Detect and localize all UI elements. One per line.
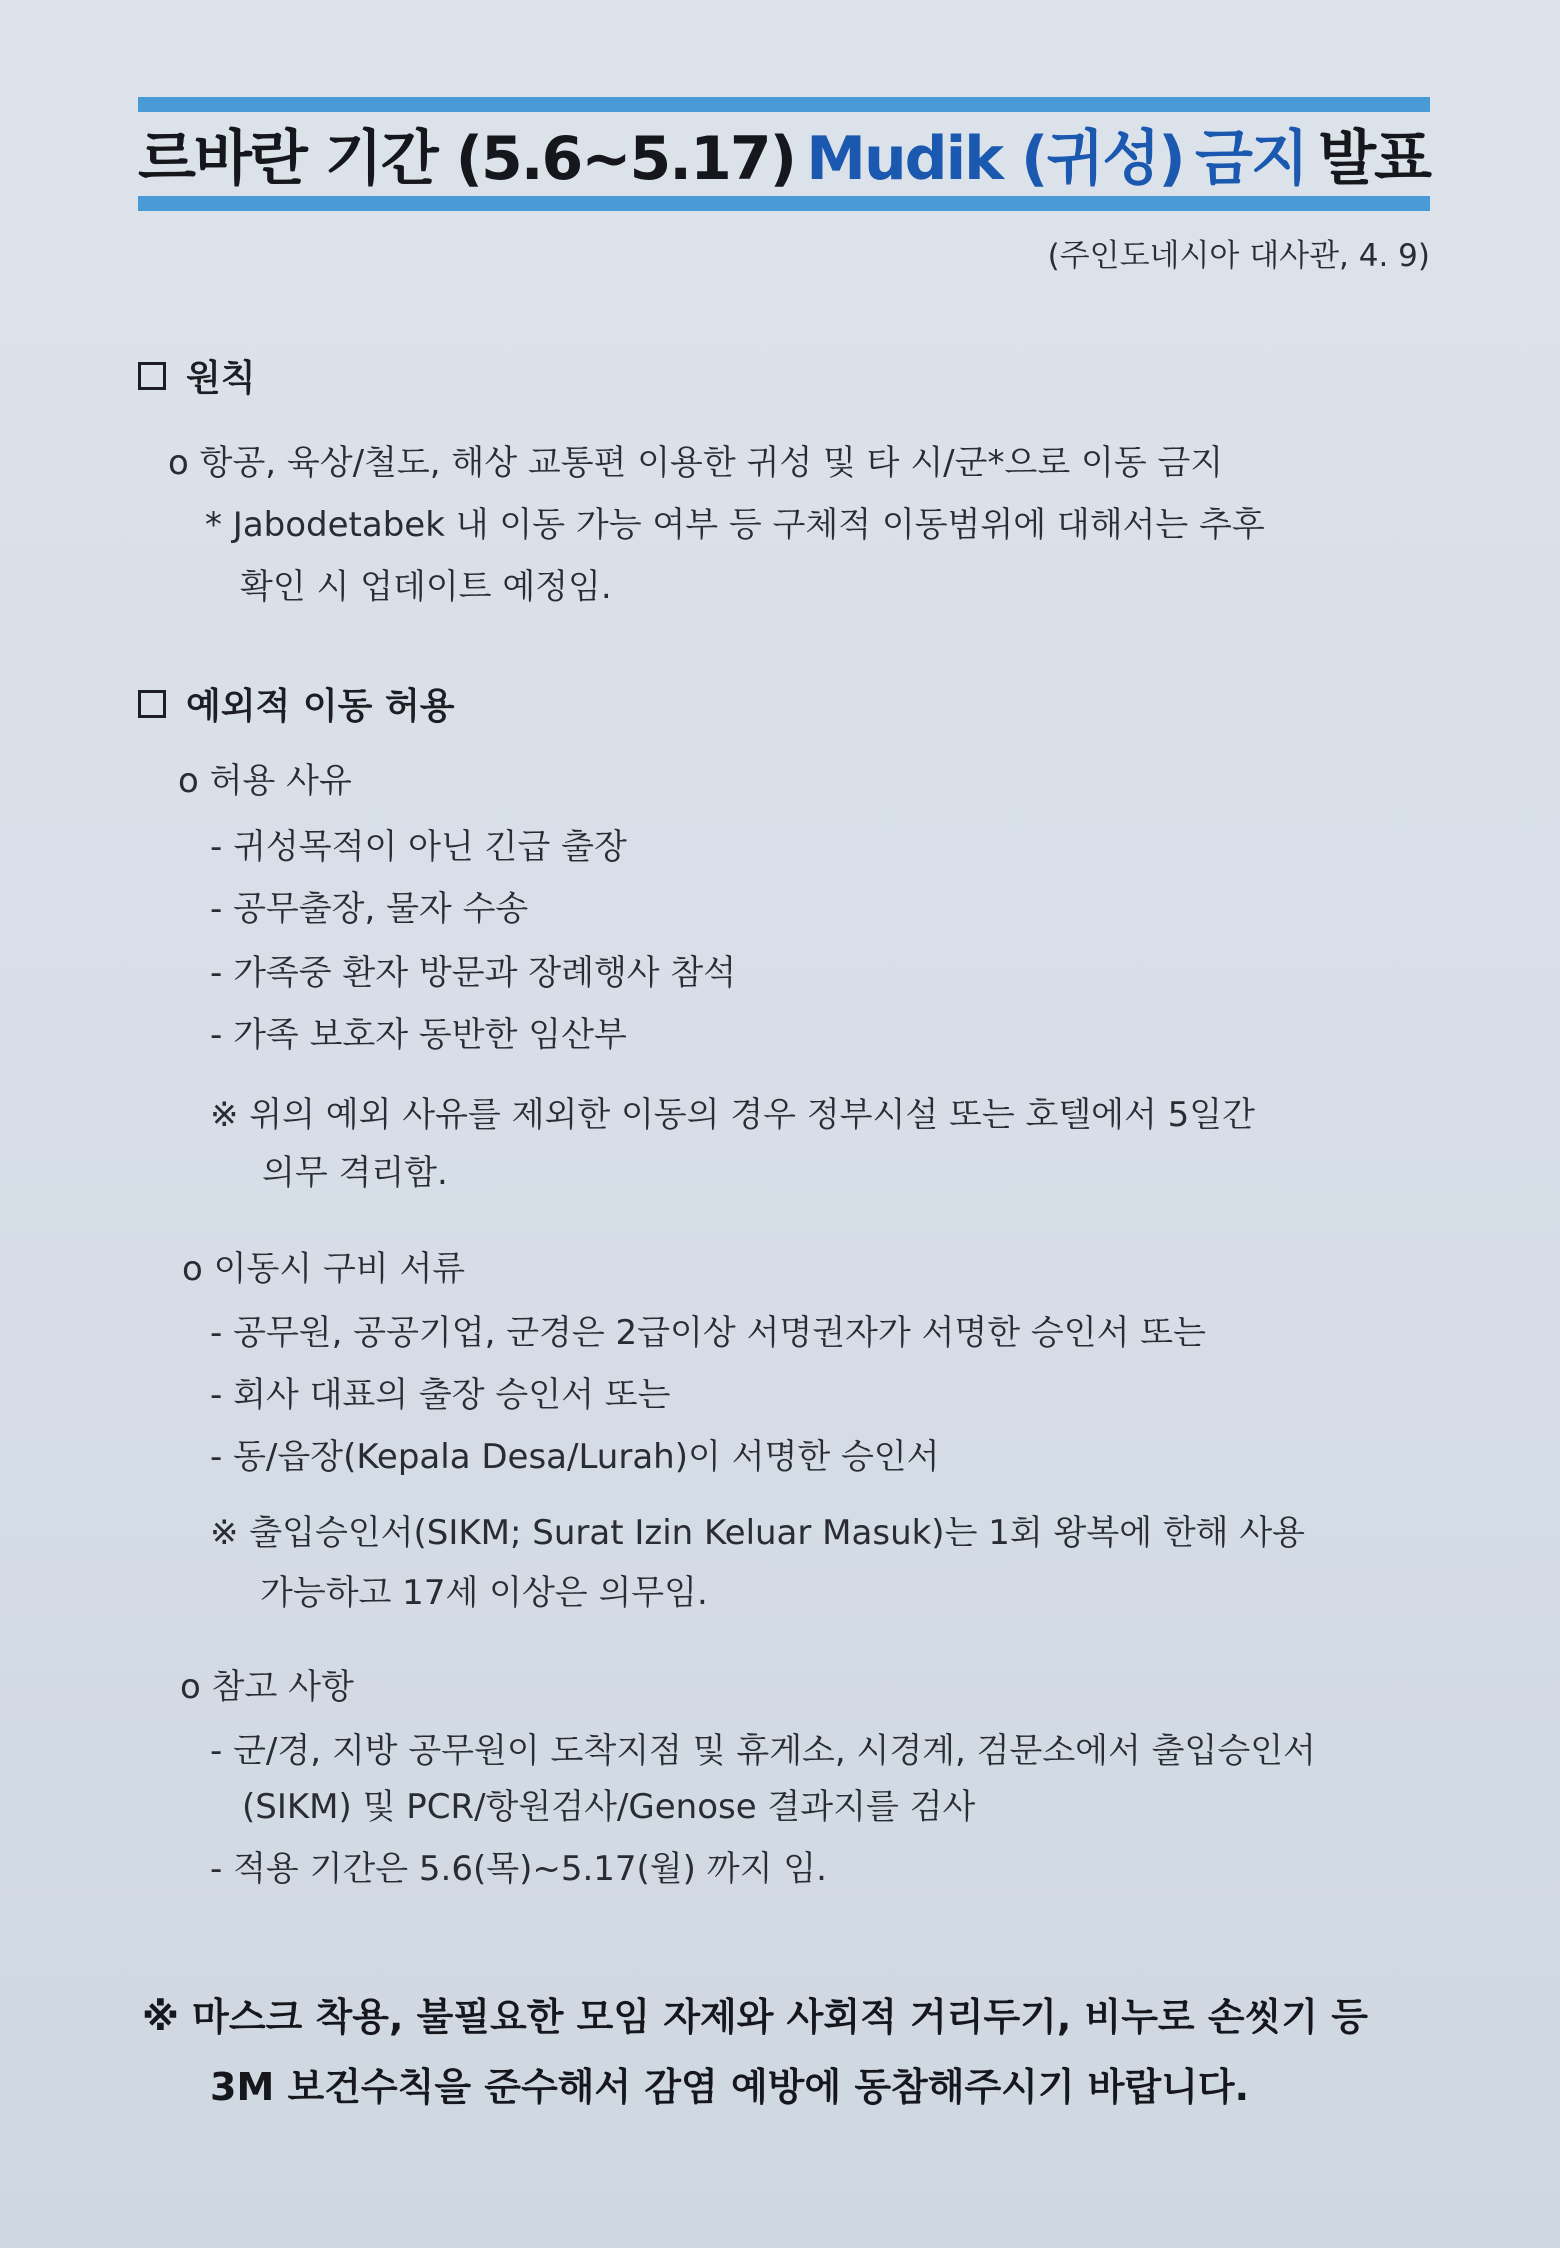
list-item: - 공무출장, 물자 수송: [210, 889, 529, 929]
principle-note-line: * Jabodetabek 내 이동 가능 여부 등 구체적 이동범위에 대해서는 추후: [205, 505, 1265, 545]
principle-line: o 항공, 육상/철도, 해상 교통편 이용한 귀성 및 타 시/군*으로 이동 금지: [168, 443, 1224, 483]
list-item: - 공무원, 공공기업, 군경은 2급이상 서명권자가 서명한 승인서 또는: [210, 1313, 1206, 1353]
section-heading-exceptions: [138, 678, 455, 729]
title-top-rule: [138, 97, 1430, 112]
section-heading-text: 예외적 이동 허용: [186, 686, 455, 727]
page-title: [138, 112, 1430, 196]
principle-note-line: 확인 시 업데이트 예정임.: [240, 567, 612, 607]
note-line: 가능하고 17세 이상은 의무임.: [260, 1573, 708, 1613]
note-line: ※ 위의 예외 사유를 제외한 이동의 경우 정부시설 또는 호텔에서 5일간: [210, 1095, 1255, 1135]
title-ban: 금지: [1194, 124, 1307, 194]
subsection-title-documents: o 이동시 구비 서류: [182, 1249, 466, 1289]
checkbox-icon: [138, 690, 166, 718]
subsection-title-reference: o 참고 사항: [180, 1667, 354, 1707]
section-heading-text: 원칙: [186, 358, 256, 399]
section-heading-principle: [138, 350, 256, 401]
list-item: - 동/읍장(Kepala Desa/Lurah)이 서명한 승인서: [210, 1437, 940, 1477]
checkbox-icon: [138, 362, 166, 390]
footer-notice-line: 3M 보건수칙을 준수해서 감염 예방에 동참해주시기 바랍니다.: [210, 2065, 1250, 2109]
list-item: - 가족 보호자 동반한 임산부: [210, 1015, 627, 1055]
note-line: ※ 출입승인서(SIKM; Surat Izin Keluar Masuk)는 1회 왕복에 한해 사용: [210, 1513, 1306, 1553]
list-item: - 귀성목적이 아닌 긴급 출장: [210, 827, 627, 867]
list-item: - 가족중 환자 방문과 장례행사 참석: [210, 953, 737, 993]
footer-notice-line: ※ 마스크 착용, 불필요한 모임 자제와 사회적 거리두기, 비누로 손씻기 등: [142, 1995, 1368, 2039]
subsection-title-reasons: o 허용 사유: [178, 761, 352, 801]
list-item: - 군/경, 지방 공무원이 도착지점 및 휴게소, 시경계, 검문소에서 출입승인서: [210, 1731, 1316, 1771]
title-announce: 발표: [1318, 124, 1430, 194]
note-line: 의무 격리함.: [262, 1153, 448, 1193]
title-bottom-rule: [138, 196, 1430, 211]
list-item-continuation: (SIKM) 및 PCR/항원검사/Genose 결과지를 검사: [242, 1787, 976, 1827]
list-item: - 적용 기간은 5.6(목)~5.17(월) 까지 임.: [210, 1849, 827, 1889]
source-attribution: (주인도네시아 대사관, 4. 9): [1047, 238, 1430, 274]
list-item: - 회사 대표의 출장 승인서 또는: [210, 1375, 671, 1415]
title-period: 르바란 기간 (5.6~5.17): [138, 124, 796, 194]
title-mudik: Mudik (귀성): [806, 124, 1184, 194]
